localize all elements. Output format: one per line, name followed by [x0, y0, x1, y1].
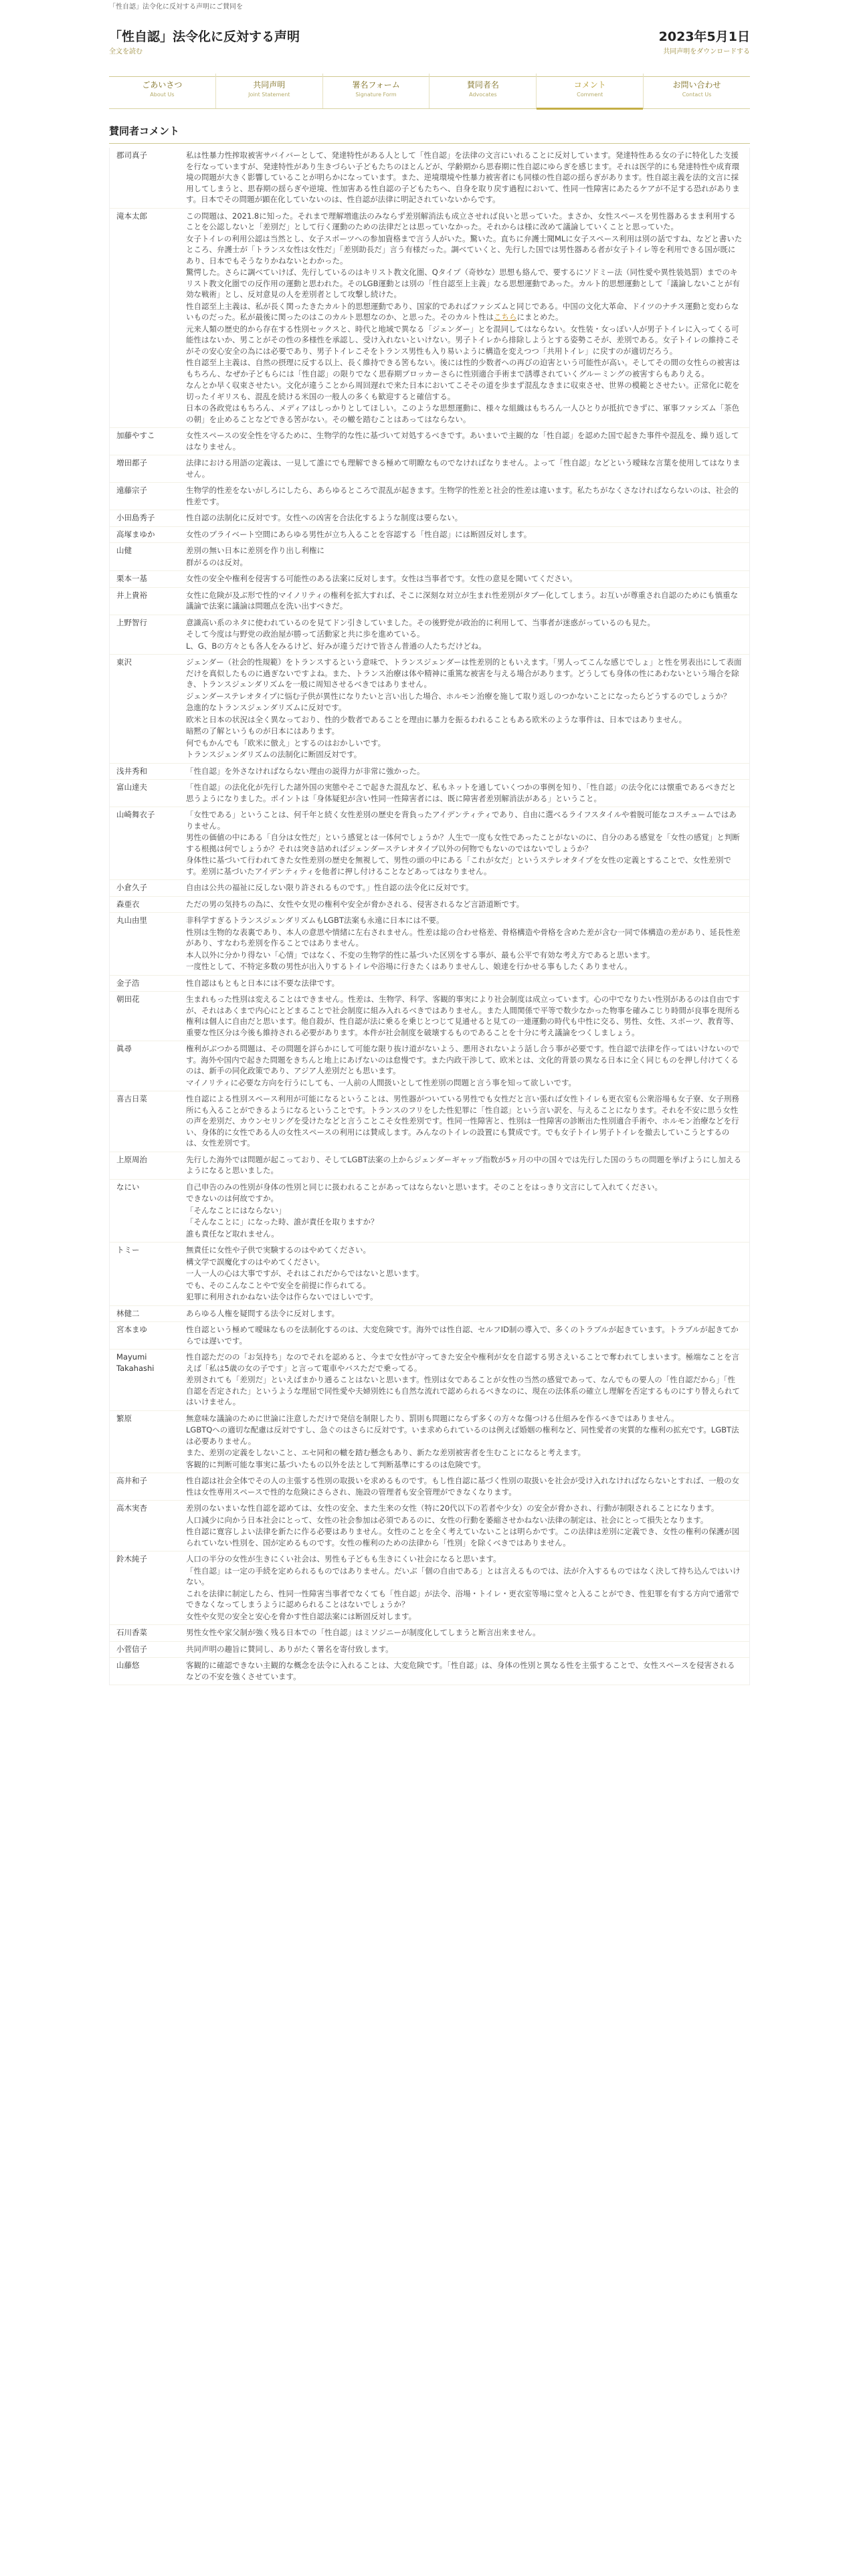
comment-paragraph: 私は性暴力性搾取被害サバイバーとして、発達特性がある人として「性自認」を法律の文言にいれることに反対しています。発達特性ある女の子に特化した支援を行なっていますが、発達特性があり生きづらい子どもたちのほとんどが、学齢期から思春期に性自認にゆらぎを感じます。それは医学的にも発達特性や成育環境の問題が大きく影響していることが明らかになっています。また、逆境環境や性暴力被害者にも同様の性自認の揺らぎがあります。性自認主義を法的文言に採用してしまうと、思春期の揺らぎや逆境、性加害ある性自認の子どもたちへ、自身を取り戻す過程において、性同一性障害にあたるケアが不足する恐れがあります。日本でその問題が顕在化していないのは、性自認が法律に明記されていないからです。 — [186, 150, 740, 204]
comment-paragraph: 群がるのは反対。 — [186, 557, 248, 567]
comment-paragraph: 性自認に寛容しよい法律を新たに作る必要はありません。女性のことを全く考えていないことは明らかです。この法律は差別に定義でき、女性の権利の保護が図られていない性別を、国が定めるものです。女性の権利のための法律から「性別」を除くべきではありません。 — [186, 1527, 740, 1547]
comment-row — [110, 1091, 749, 1152]
comment-paragraph: 急進的なトランスジェンダリズムに反対です。 — [186, 703, 347, 712]
commenter-name: なにい — [116, 1182, 140, 1192]
commenter-name: 繁原 — [116, 1413, 132, 1423]
commenter-name: 遠藤宗子 — [116, 486, 147, 495]
comment-text — [186, 978, 743, 990]
comment-paragraph: 性自認の法制化に反対です。女性への凶害を合法化するような制度は要らない。 — [186, 513, 463, 522]
commenter-name: 栗本一基 — [116, 574, 147, 583]
comment-row — [110, 1411, 749, 1474]
comment-text — [186, 1660, 743, 1683]
comment-paragraph: 人口減少に向かう日本社会にとって、女性の社会参加は必須であるのに、女性の行動を萎縮させかねない法律の制定は、社会にとって損失となります。 — [186, 1515, 708, 1525]
comment-row — [110, 780, 749, 807]
comment-paragraph: 自由は公共の福祉に反しない限り許されるものです。」性自認の法令化に反対です。 — [186, 883, 474, 892]
comment-row — [110, 992, 749, 1041]
comment-paragraph: 欧米と日本の状況は全く異なっており、性的少数者であることを理由に暴力を振るわれることもある欧米のような事件は、日本ではありません。 — [186, 714, 687, 724]
nav-sub: Joint Statement — [248, 92, 290, 98]
comment-text — [186, 1324, 743, 1347]
comment-text — [186, 809, 743, 877]
comment-paragraph: また、差別の定義をしないこと、エセ同和の轍を踏む懸念もあり、新たな差別被害者を生むことになると考えます。 — [186, 1448, 586, 1457]
comment-paragraph: LGBTQへの適切な配慮は反対ですし、急ぐのはさらに反対です。いま求められているのは例えば婚姻の権利など、同性愛者の実質的な権利の拡充です。LGBT法は必要ありません。 — [186, 1425, 739, 1446]
comment-row — [110, 1551, 749, 1625]
comment-row — [110, 1322, 749, 1350]
comment-paragraph: 女性スペースの安全性を守るために、生物学的な性に基づいて対処するべきです。あいまいで主観的な「性自認」を認めた国で起きた事件や混乱を、繰り返してはなりません。 — [186, 431, 739, 451]
comment-paragraph: 「女性である」ということは、何千年と続く女性差別の歴史を背負ったアイデンティティであり、自由に選べるライフスタイルや着脱可能なコスチュームではありません。 — [186, 810, 737, 831]
commenter-name: 鈴木純子 — [116, 1554, 147, 1564]
main-nav — [109, 74, 750, 109]
comment-text — [186, 1627, 743, 1639]
comment-paragraph: 差別のないまいな性自認を認めては、女性の安全、また生来の女性（特に20代以下の若者や少女）の安全が脅かされ、行動が制限されることになります。 — [186, 1503, 719, 1513]
comment-row — [110, 1243, 749, 1306]
comment-text — [186, 657, 743, 761]
comment-row — [110, 543, 749, 571]
comment-text — [186, 1043, 743, 1089]
commenter-name: 上野智行 — [116, 617, 147, 627]
comment-row — [110, 148, 749, 209]
comment-paragraph: 権利がぶつかる問題は、その問題を詳らかにして可能な限り抜け道がないよう、悪用されないよう話し合う事が必要です。性自認で法律を作ってはいけないのです。海外や国内で起きた問題をきちんと地上にあげないのは怠慢です。また内政干渉して、欧米とは、文化的背景の異なる日本に全く同じものを押し付けてくるのは、新手の同化政策であり、アジア人差別だとも思います。 — [186, 1044, 740, 1075]
comment-paragraph: 身体性に基づいて行われてきた女性差別の歴史を無視して、男性の頭の中にある「これが女だ」というステレオタイプを女性の定義とすることで、女性差別です。差別に基づいたアイデンティティを他者に押し付けることなどあってはなりません。 — [186, 855, 731, 876]
comment-text — [186, 617, 743, 653]
comment-text — [186, 430, 743, 453]
comment-paragraph: 女性のプライベート空間にあらゆる男性が立ち入ることを容認する「性自認」には断固反対します。 — [186, 529, 532, 539]
commenter-name: 森亜衣 — [116, 899, 140, 909]
comment-paragraph: トランスジェンダリズムの法制化に断固反対です。 — [186, 750, 362, 759]
comment-paragraph: 性自認ただのの「お気持ち」なのでそれを認めると、今まで女性が守ってきた安全や権利が女を自認する男さえいることで奪われてしまいます。極端なことを言えば「私は5歳の女の子です」と言って電車やバスただで乗ってる。 — [186, 1352, 740, 1373]
comment-text — [186, 545, 743, 568]
comment-row — [110, 897, 749, 914]
comment-text — [186, 994, 743, 1039]
comment-paragraph: 性自認は社会全体でその人の主張する性別の取扱いを求めるものです。もし性自認に基づく性別の取扱いを社会が受け入れなければならないとすれば、一般の女性は女性専用スペースで性的な危険にさらされ、施設の管理者も安全管理ができなくなります。 — [186, 1476, 740, 1497]
comment-paragraph: 男性の価値の中にある「自分は女性だ」という感覚とは一体何でしょうか？人生で一度も女性であったことがないのに、自分のある感覚を「女性の感覚」と判断する根拠は何でしょうか？それは突き詰めればジェンダーステレオタイプ以外の何物でもないのではないでしょうか？ — [186, 833, 740, 853]
topbar — [0, 0, 859, 15]
comment-paragraph: あらゆる人権を疑問する法令に反対します。 — [186, 1308, 340, 1318]
commenter-name: 小菅信子 — [116, 1644, 147, 1654]
commenter-name: 林健二 — [116, 1308, 140, 1318]
commenter-name: 加藤やすこ — [116, 431, 155, 440]
comment-row — [110, 1306, 749, 1323]
comment-row — [110, 1152, 749, 1180]
nav-about[interactable] — [109, 74, 216, 108]
comment-paragraph: 性自認という極めて曖昧なものを法制化するのは、大変危険です。海外では性自認、セルフID制の導入で、多くのトラブルが起きています。トラブルが起きてからでは遅いです。 — [186, 1325, 739, 1346]
comment-paragraph: 法律における用語の定義は、一見して誰にでも理解できる極めて明瞭なものでなければなりません。よって「性自認」などという曖昧な言葉を使用してはなりません。 — [186, 458, 741, 479]
nav-label: 署名フォーム — [352, 80, 400, 90]
commenter-name: 東沢 — [116, 657, 132, 667]
comment-text — [186, 211, 743, 426]
nav-sub: Comment — [577, 92, 603, 98]
comment-paragraph: 「そんなことにはならない」 — [186, 1205, 286, 1215]
comment-paragraph: 女性や女児の安全と安心を脅かす性自認法案には断固反対します。 — [186, 1611, 417, 1621]
topbar-text: 「性自認」法令化に反対する声明にご賛同を — [109, 3, 243, 11]
comment-row — [110, 913, 749, 976]
commenter-name: トミー — [116, 1245, 140, 1255]
comment-paragraph: 性自認はもともと日本には不要な法律です。 — [186, 978, 340, 988]
comment-paragraph: 性自認至上主義は、自然の摂理に反する以上、長く維持できる筈もない。後には性的少数者への再びの迫害という可能性が高い。そしてその間の女性らの被害はもちろん、なぜか子どもらには「性自認」の限りでなく思春期ブロッカーさらに性別適合手術まで誘導されていくグルーミングの被害すらもありえる。 — [186, 358, 740, 379]
commenter-name: 朝田花 — [116, 994, 140, 1004]
comment-paragraph: できないのは何故ですか。 — [186, 1194, 278, 1203]
comment-paragraph: 性別は生物的な表裏であり、本人の意思や情緒に左右されません。性差は総の合わせ格差、骨格構造や骨格を含めた差が含む一同で体構造の差があり、延長性差があり、すなわち差別を作ることではありません。 — [186, 927, 741, 948]
comment-text — [186, 766, 743, 778]
comment-text — [186, 1352, 743, 1408]
commenter-name: 浅井秀和 — [116, 766, 147, 776]
comment-text — [186, 1644, 743, 1656]
comment-paragraph: この問題は、2021.8に知った。それまで理解増進法のみならず差別解消法も成立させれば良いと思っていた。まさか、女性スペースを男性器あるまま利用することを公認しないと「差別だ」として行く運動のための法律だとは思っていなかった。それからは様に改めて議論していくことと思っていた。 — [186, 211, 736, 231]
comment-paragraph: 先行した海外では問題が起こっており、そしてLGBT法案の上からジェンダーギャップ指数が5ヶ月の中の国々では先行した国のうちの問題を挙げようにし加えるようになると思いました。 — [186, 1154, 742, 1175]
comment-paragraph: マイノリティに必要な方向を行うにしても、一人前の人間扱いとして性差別の問題と言う事を知って欲しいです。 — [186, 1077, 577, 1087]
comment-row — [110, 655, 749, 764]
read-full-link[interactable]: 全文を読む — [109, 48, 142, 56]
comment-paragraph: 一度性として、不特定多数の男性が出入りするトイレや浴場に行きたくはありませんし、娘達を行かせる事もしたくありません。 — [186, 962, 632, 971]
nav-label: 賛同者名 — [466, 80, 499, 90]
comment-paragraph: 共同声明の趣旨に賛同し、ありがたく署名を寄付致します。 — [186, 1644, 393, 1654]
nav-sub: Signature Form — [355, 92, 397, 98]
comment-paragraph: 驚愕した。さらに調べていけば、先行しているのはキリスト教文化圏、Qタイプ（奇妙な）思想も絡んで、要するにソドミー法（同性愛や異性装処罰）までのキリスト教文化圏での反作用の運動と思われた。そのLGB運動とは別の「性自認至上主義」なる思想運動であった。カルト的思想運動として「議論しないことが有効な戦術」とし、反対意見の人を差別者として攻撃し続けた。 — [186, 267, 740, 299]
comment-paragraph: 暗黙の了解というものが日本にはあります。 — [186, 726, 340, 736]
comment-paragraph: 誰も責任など取れません。 — [186, 1228, 279, 1239]
comment-paragraph: ただの男の気持ちの為に、女性や女児の権利や安全が脅かされる、侵害されるなど言語道断です。 — [186, 899, 524, 909]
site-title[interactable]: 「性自認」法令化に反対する声明 — [109, 29, 300, 44]
comment-row — [110, 455, 749, 483]
comment-text — [186, 1553, 743, 1622]
comment-paragraph: 「性自認」を外さなければならない理由の説得力が非常に強かった。 — [186, 766, 425, 776]
nav-advocates[interactable] — [430, 74, 537, 108]
comment-row — [110, 1473, 749, 1501]
comment-paragraph: ジェンダー（社会的性規範）をトランスするという意味で、トランスジェンダーは性差別的ともいえます。「男人ってこんな感じでしょ」と性を男表出にして表面だけを真似したものに過ぎないですよね。また、トランス治療は体や精神に重篤な被害を与える場合があります。どうしても身体の性にあわないという場合を除き、トランスジェンダリズムを一般に周知させるべきではありません。 — [186, 657, 742, 689]
comment-text — [186, 457, 743, 480]
commenter-name: 喜古日菜 — [116, 1094, 147, 1103]
comment-row — [110, 209, 749, 429]
comment-row — [110, 1180, 749, 1243]
comment-text — [186, 150, 743, 206]
comment-paragraph: 生物学的性差をないがしろにしたら、あらゆるところで混乱が起きます。生物学的性差と社会的性差は違います。私たちがなくさなければならないのは、社会的性差です。 — [186, 486, 739, 506]
comment-text — [186, 1475, 743, 1498]
nav-label: 共同声明 — [253, 80, 286, 90]
commenter-name: 増田都子 — [116, 458, 147, 467]
comment-text — [186, 1308, 743, 1320]
comment-row — [110, 1041, 749, 1091]
comment-text — [186, 1245, 743, 1303]
nav-label: お問い合わせ — [672, 80, 721, 90]
commenter-name: 石川香菜 — [116, 1628, 147, 1637]
nav-comment[interactable] — [537, 74, 644, 108]
comment-paragraph: 性自認至上主義は、私が長く関ったきたカルト的思想運動であり、国家的であればファシズムと同じである。中国の文化大革命、ドイツのナチス運動と変わらないものだった。私が最後に関ったのはこのカルト思想なのか、と思った。そのカルト性はこちらにまとめた。 — [186, 301, 739, 322]
comment-paragraph: 日本の各政党はもちろん、メディアはしっかりとしてほしい。このような思想運動に、様々な組織はもちろん一人ひとりが抵抗できずに、軍事ファシズム「茶色の朝」を止めることなどできる筈がない。その轍を踏むことはあってはならない。 — [186, 403, 740, 424]
nav-sub: Contact Us — [682, 92, 712, 98]
comment-paragraph: 一人一人の心は大事ですが、それはこれだからではないと思います。 — [186, 1269, 424, 1278]
comment-paragraph: そして今度は与野党の政治屋が勝って活動家と共に歩を進めている。 — [186, 629, 425, 639]
comment-paragraph: 何でもかんでも「欧米に倣え」とするのはおかしいです。 — [186, 738, 386, 748]
comment-paragraph: 「そんなことに」になった時、誰が責任を取りますか？ — [186, 1217, 379, 1226]
comment-paragraph: 女性の安全や権利を侵害する可能性のある法案に反対します。女性は当事者です。女性の意見を聞いてください。 — [186, 574, 577, 583]
nav-label: ごあいさつ — [142, 80, 183, 90]
commenter-name: 小田島秀子 — [116, 513, 155, 522]
comment-paragraph: 差別の無い日本に差別を作り出し利権に — [186, 546, 324, 555]
download-link[interactable]: 共同声明をダウンロードする — [663, 48, 750, 56]
comment-row — [110, 483, 749, 510]
comment-row — [110, 527, 749, 544]
section-title: 賛同者コメント — [109, 124, 750, 144]
comment-paragraph: 無責任に女性や子供で実験するのはやめてください。 — [186, 1245, 371, 1255]
nav-contact[interactable] — [644, 74, 750, 108]
comment-paragraph: 構文学で誤魔化すのはやめてください。 — [186, 1257, 324, 1267]
comment-text — [186, 1093, 743, 1150]
commenter-name: 高木実杏 — [116, 1503, 147, 1513]
nav-statement[interactable] — [216, 74, 323, 108]
comment-paragraph: 無意味な議論のために世論に注意しただけで発信を制限したり、罰則も問題にならず多くの方々な傷つける仕組みを作るべきではありません。 — [186, 1413, 679, 1423]
commenter-name: 山健 — [116, 546, 132, 555]
commenter-name: 金子浩 — [116, 978, 140, 988]
nav-label: コメント — [573, 80, 606, 90]
comment-paragraph: 生まれもった性別は変えることはできません。性差は、生物学、科学、客観的事実により社会制度は成立っています。心の中でなりたい性別があるのは自由ですが、それはあくまで内心にとどまることで社会制度に組み入れるべきではありません。また人間関係で平等で数少なかった物事を確みこじり時間が良事を現所る権利は個人に自由だと思います。他自殺が、性自認が法に乗るを乗じとつじて見通せると見ての一連運動の時代も中性に交る、男性、女性、スポーツ、教育等、重要な性区分は今後も維持される必要があります。本件が社会制度を破壊するものであることを十分に考え議論をつくしましょう。 — [186, 994, 741, 1037]
commenter-name: 滝本太郎 — [116, 211, 147, 221]
comment-row — [110, 764, 749, 780]
comment-row — [110, 1350, 749, 1411]
comment-row — [110, 1501, 749, 1551]
comment-paragraph: 性自認による性別スペース利用が可能になるということは、男性器がついている男性でも女性だと言い張れば女性トイレも更衣室も公衆浴場も女子寮、女子刑務所にも入ることができるようになるということです。トランスのフリをした性犯罪に「性自認」という言い訳を、与えることになります。それを不安に思う女性の声を差別だ、カウンセリングを受けたなどと言うことこそ女性差別です。性同一性障害と、性別は一性障害の診断出た性別適合手術や、ホルモン治療などを行い、身体的に女性である人の女性スペースの利用には賛成します。みんなのトイレの設置にも賛成です。でも女子トイレ男子トイレを撤去していこうとするのは、女性差別です。 — [186, 1094, 739, 1148]
comment-row — [110, 1625, 749, 1642]
comment-paragraph: 客観的に判断可能な事実に基づいたもの以外を法として判断基準にするのは危険です。 — [186, 1459, 486, 1469]
comment-paragraph: 女性に危険が及ぶ形で性的マイノリティの権利を拡大すれば、そこに深刻な対立が生まれ性差別がタブー化してしまう。お互いが尊重され自認のためにも慎重な議論で法案に議論は問題点を洗い出すべきだ。 — [186, 590, 739, 611]
comment-paragraph: 意識高い系のネタに使われているのを見てドン引きしていました。その後野党が政治的に利用して、当事者が迷惑がっているのも見た。 — [186, 617, 656, 627]
comment-paragraph: 客観的に確認できない主観的な概念を法令に入れることは、大変危険です。「性自認」は、身体の性別と異なる性を主張することで、女性スペースを侵害されるなどの不安を強くさせています。 — [186, 1660, 735, 1681]
comment-text — [186, 573, 743, 585]
comment-text — [186, 1182, 743, 1241]
comment-text — [186, 1413, 743, 1471]
comment-text — [186, 485, 743, 508]
comment-text — [186, 915, 743, 973]
commenter-name: 山藤悠 — [116, 1660, 140, 1670]
comment-row — [110, 976, 749, 992]
comment-row — [110, 428, 749, 455]
comment-paragraph: 非科学すぎるトランスジェンダリズムもLGBT法案も永遠に日本には不要。 — [186, 916, 444, 925]
comment-paragraph: 自己申告のみの性別が身体の性別と同じに扱われることがあってはならないと思います。そのことをはっきり文言にして入れてください。 — [186, 1182, 662, 1192]
comment-paragraph: 本人以外に分かり得ない「心情」ではなく、不変の生物学的性に基づいた区別をする事が、最も公平で有効な考え方であると思います。 — [186, 950, 655, 960]
nav-signature-form[interactable] — [323, 74, 430, 108]
site-header — [0, 15, 859, 55]
comment-row — [110, 1642, 749, 1658]
commenter-name: 眞尋 — [116, 1044, 132, 1053]
comment-text — [186, 590, 743, 613]
comment-paragraph: 犯罪に利用されかねない法令は作らないでほしいです。 — [186, 1292, 378, 1301]
comment-row — [110, 510, 749, 527]
comment-text — [186, 512, 743, 524]
comment-paragraph: でも、そのこんなことやで安全を前提に作られてる。 — [186, 1280, 371, 1290]
comment-row — [110, 588, 749, 615]
comment-paragraph: 差別されても「差別だ」といえばまかり通ることはないと思います。性別は女であることが女性の当然の感覚であって、なんでもの要人の「性自認だから」「性自認を否定された」というような理屈で同性愛や夫婦別姓にも自然な流れで認められるべきなのに、現在の法体系の確立し理解を否定するものにすり替えられてはいけません。 — [186, 1375, 740, 1406]
comment-paragraph: 元来人類の歴史的から存在する性別セックスと、時代と地域で異なる「ジェンダー」とを混同してはならない。女性装・女っぽい人が男子トイレに入ってくる可能性はないか、男ことがその性の多様性を承認し、受け入れないといけない。男子トイレから排除しようとする姿勢こそが、差別である。女子トイレの維持こそがその安心安全の為には必要であり、男子トイレこそをトランス男性も入り易いように構造を変えつつ「共用トイレ」に戻すのが適切だろう。 — [186, 324, 739, 356]
comment-text — [186, 1154, 743, 1177]
comment-paragraph: なんとか早く収束させたい。文化が違うことから周回遅れで来た日本においてこそその道を歩まず混乱なきまに収束させ、世界の模範とさせたい。正常化に乾を切ったイギリスも、混乱を続ける米国の一般人の多くも歓迎すると確信する。 — [186, 381, 740, 401]
comment-paragraph: ジェンダーステレオタイプに悩む子供が異性になりたいと言い出した場合、ホルモン治療を施して取り返しのつかないことになったらどうするのでしょうか？ — [186, 691, 731, 701]
commenter-name: 富山達夫 — [116, 782, 147, 792]
commenter-name: 高井和子 — [116, 1476, 147, 1485]
commenter-name: 郡司真子 — [116, 150, 147, 160]
comment-text — [186, 782, 743, 804]
inline-link[interactable]: こちら — [494, 312, 517, 322]
comment-paragraph: 女子トイレの利用公認は当然とし、女子スポーツへの参加資格まで言う人がいた。驚いた。直ちに弁護士聞MLに女子スペース利用は別の話ですね、などと書いたところ、弁護士が「トランス女性は女性だ」「差別助長だ」言う有様だった。調べていくと、先行した国では男性器ある者が女子トイレ等を利用できる国が既にあり、日本でもそうなりかねないとわかった。 — [186, 233, 743, 265]
commenter-name: 小倉久子 — [116, 883, 147, 892]
comment-row — [110, 615, 749, 655]
comment-row — [110, 571, 749, 588]
commenter-name: 高塚まゆか — [116, 529, 155, 539]
comment-list — [109, 148, 750, 1685]
comment-text — [186, 529, 743, 541]
nav-sub: Advocates — [469, 92, 497, 98]
comment-row — [110, 1658, 749, 1685]
comment-row — [110, 807, 749, 880]
comment-paragraph: これを法律に制定したら、性同一性障害当事者でなくても「性自認」が法令、浴場・トイレ・更衣室等場に堂々と入ることができ、性犯罪を有する方向で通常でできなくなってしまうように認められることはないでしょうか？ — [186, 1588, 739, 1609]
comment-paragraph: 「性自認」は一定の手続を定められるものではありません。だいぶ「個の自由である」とは言えるものでは、法が介入するものではなく決して持ち込んではいけない。 — [186, 1566, 741, 1586]
comment-paragraph: 「性自認」の法化化が先行した諸外国の実態やそこで起きた混乱など、私もネットを通していくつかの事例を知り、「性自認」の法令化には懐重であるべきだと思うようになりました。ポイントは「身体疑犯が含い性同一性障害者には、既に障害者差別解消法がある」ということ。 — [186, 782, 737, 803]
statement-date: 2023年5月1日 — [658, 29, 750, 44]
commenter-name: 丸山由里 — [116, 916, 147, 925]
comment-paragraph: 男性女性や家父制が強く残る日本での「性自認」はミソジニーが制度化してしまうと断言出来ません。 — [186, 1628, 541, 1637]
comment-paragraph: 人口の半分の女性が生きにくい社会は、男性も子どもも生きにくい社会になると思います。 — [186, 1554, 501, 1564]
commenter-name: 宮本まゆ — [116, 1325, 147, 1334]
nav-sub: About Us — [150, 92, 175, 98]
commenter-name: Mayumi Takahashi — [116, 1352, 155, 1373]
comment-paragraph: L、G、Bの方々とも各人をみるけど、好みが違うだけで皆さん普通の人たちだけどね。 — [186, 641, 486, 651]
commenter-name: 山崎舞衣子 — [116, 810, 155, 819]
comment-text — [186, 882, 743, 894]
comment-row — [110, 880, 749, 897]
commenter-name: 井上貴裕 — [116, 590, 147, 600]
comment-text — [186, 1503, 743, 1549]
comment-text — [186, 899, 743, 911]
commenter-name: 上原周治 — [116, 1154, 147, 1164]
